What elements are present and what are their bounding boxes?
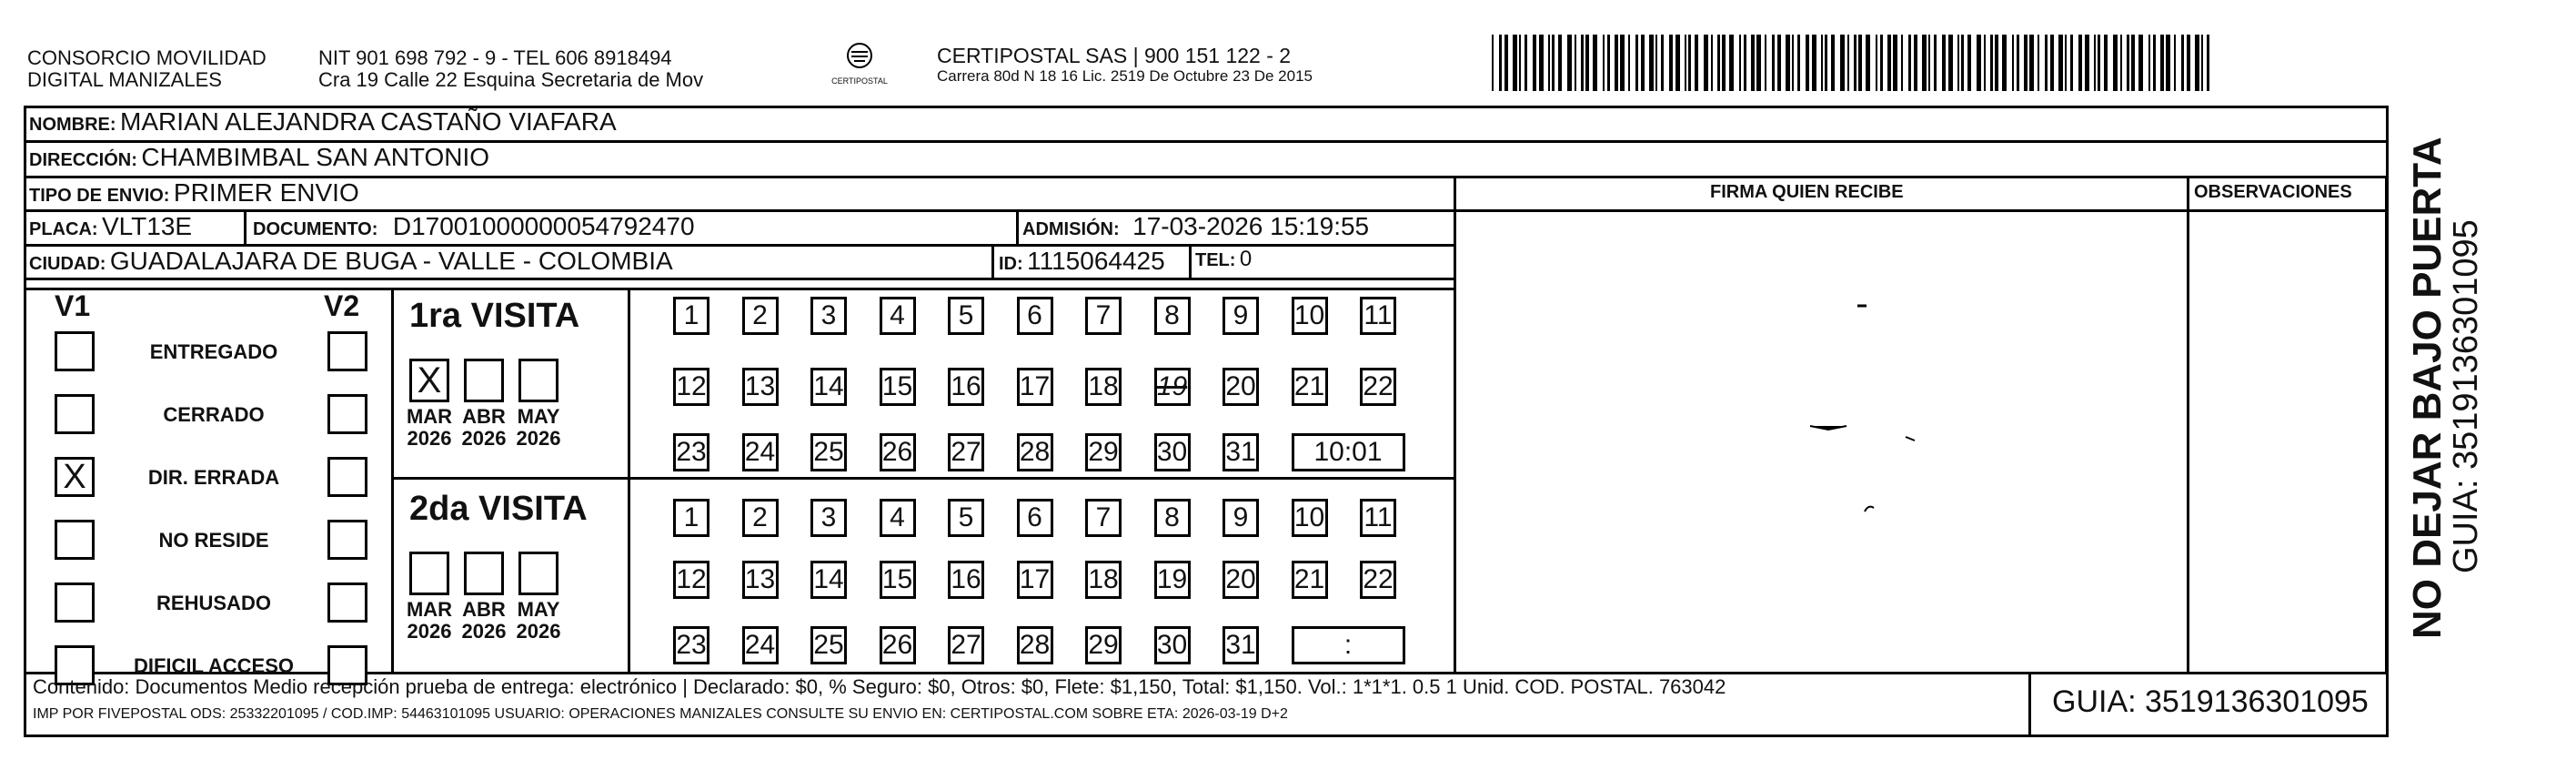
tipo-envio-value: PRIMER ENVIO <box>173 178 359 207</box>
day-box[interactable]: 30 <box>1154 433 1191 471</box>
day-box[interactable]: 17 <box>1017 368 1053 406</box>
barcode-bar <box>1744 35 1746 91</box>
v2-label: V2 <box>324 289 360 322</box>
day-box[interactable]: 9 <box>1223 499 1259 537</box>
barcode-bar <box>2153 35 2156 91</box>
day-box[interactable]: 20 <box>1223 561 1259 599</box>
placa-cell <box>29 212 192 241</box>
day-box[interactable]: 29 <box>1085 433 1122 471</box>
barcode-bar <box>1628 35 1630 91</box>
day-box[interactable]: 12 <box>673 368 709 406</box>
day-box[interactable]: 16 <box>948 368 984 406</box>
barcode-bar <box>1641 35 1645 91</box>
footer-print-line: IMP POR FIVEPOSTAL ODS: 25332201095 / COD.IMP: 54463101095 USUARIO: OPERACIONES MANIZALES CONSULTE SU ENVIO EN: CERTIPOSTAL.COM SOBRE ETA: 2026-03-19 D+2 <box>33 706 1288 722</box>
logo-icon <box>841 41 878 72</box>
barcode-bar <box>2160 35 2164 91</box>
barcode-bar <box>1669 35 1673 91</box>
month-checkbox[interactable] <box>518 359 558 402</box>
barcode-bar <box>1847 35 1849 91</box>
status-option-label: ENTREGADO <box>149 340 278 363</box>
barcode-bar <box>1908 35 1911 91</box>
tel-label: TEL: <box>1195 250 1236 270</box>
day-box[interactable]: 28 <box>1017 433 1053 471</box>
day-box[interactable]: 4 <box>880 499 916 537</box>
barcode-bar <box>1685 35 1686 91</box>
month-label <box>402 406 457 450</box>
day-box[interactable]: 1 <box>673 297 709 335</box>
signature-marks <box>1801 291 1983 528</box>
documento-cell <box>253 212 695 241</box>
barcode-bar <box>1704 35 1708 91</box>
v1-label: V1 <box>55 289 91 322</box>
status-option-label: DIFICIL ACCESO <box>133 654 294 677</box>
company-line-1: CONSORCIO MOVILIDAD <box>27 46 267 69</box>
day-box[interactable]: 21 <box>1292 368 1328 406</box>
day-box[interactable]: 31 <box>1223 433 1259 471</box>
barcode-bar <box>1934 35 1937 91</box>
side-guia: GUIA: 3519136301095 <box>2447 219 2485 573</box>
barcode-bar <box>1675 35 1680 91</box>
month-checkbox[interactable] <box>409 359 449 402</box>
barcode-bar <box>1722 35 1726 91</box>
admision-label: ADMISIÓN: <box>1022 219 1120 239</box>
v2-checkbox[interactable] <box>327 457 367 497</box>
barcode-bar <box>1552 35 1555 91</box>
day-box[interactable]: 12 <box>673 561 709 599</box>
barcode-bar <box>1711 35 1713 91</box>
day-box[interactable]: 16 <box>948 561 984 599</box>
day-box[interactable]: 27 <box>948 433 984 471</box>
ciudad-cell <box>29 247 673 276</box>
day-box[interactable]: 8 <box>1154 499 1191 537</box>
day-box[interactable]: 5 <box>948 297 984 335</box>
barcode-bar <box>2024 35 2028 91</box>
barcode-bar <box>1957 35 1959 91</box>
barcode-bar <box>1558 35 1562 91</box>
barcode-bar <box>1765 35 1766 91</box>
month-checkbox[interactable] <box>464 552 504 595</box>
v1-checkbox[interactable] <box>55 331 95 371</box>
day-box[interactable]: 14 <box>810 561 847 599</box>
barcode-bar <box>1792 35 1794 91</box>
day-box[interactable]: 7 <box>1085 297 1122 335</box>
barcode-bar <box>2166 35 2170 91</box>
no-dejar-bajo-puerta: NO DEJAR BAJO PUERTA <box>2405 137 2450 639</box>
barcode-bar <box>2104 35 2108 91</box>
barcode-bar <box>1729 35 1734 91</box>
day-box[interactable]: 2 <box>742 297 779 335</box>
barcode-bar <box>1786 35 1790 91</box>
day-box[interactable]: 27 <box>948 626 984 664</box>
barcode-bar <box>1901 35 1903 91</box>
ciudad-label: CIUDAD: <box>29 254 106 274</box>
barcode-bar <box>1499 35 1502 91</box>
day-box[interactable]: 18 <box>1085 561 1122 599</box>
v1-checkbox[interactable] <box>55 520 95 560</box>
day-box[interactable]: 8 <box>1154 297 1191 335</box>
barcode-bar <box>2094 35 2096 91</box>
barcode-bar <box>2138 35 2143 91</box>
barcode-bar <box>1887 35 1891 91</box>
day-box[interactable]: 14 <box>810 368 847 406</box>
barcode-bar <box>2017 35 2019 91</box>
day-box[interactable]: 22 <box>1360 561 1396 599</box>
day-box[interactable]: 29 <box>1085 626 1122 664</box>
v2-checkbox[interactable] <box>327 520 367 560</box>
tipo-envio-label: TIPO DE ENVIO: <box>29 186 170 206</box>
barcode-bar <box>1661 35 1664 91</box>
day-box[interactable]: 19 <box>1154 561 1191 599</box>
courier-line-1: CERTIPOSTAL SAS | 900 151 122 - 2 <box>937 44 1292 67</box>
documento-label: DOCUMENTO: <box>253 219 378 239</box>
status-option-label: CERRADO <box>163 403 265 426</box>
barcode-bar <box>2113 35 2118 91</box>
certipostal-logo <box>819 41 901 86</box>
barcode-bar <box>2012 35 2014 91</box>
barcode-bar <box>1492 35 1494 91</box>
barcode-bar <box>1990 35 1993 91</box>
address-line: Cra 19 Calle 22 Esquina Secretaria de Mov <box>318 68 704 91</box>
v2-checkbox[interactable] <box>327 331 367 371</box>
barcode-bar <box>1615 35 1618 91</box>
barcode-bar <box>1840 35 1845 91</box>
barcode-bar <box>2045 35 2048 91</box>
admision-value: 17-03-2026 15:19:55 <box>1132 212 1370 240</box>
day-box[interactable]: 5 <box>948 499 984 537</box>
visit-time-box[interactable]: : <box>1292 626 1405 664</box>
barcode-bar <box>2085 35 2089 91</box>
barcode-bar <box>1961 35 1964 91</box>
barcode-bar <box>1866 35 1870 91</box>
day-box[interactable]: 11 <box>1360 499 1396 537</box>
barcode-bar <box>1880 35 1883 91</box>
month-year: 2026 <box>407 620 452 643</box>
barcode-bar <box>2174 35 2176 91</box>
barcode-bar <box>1751 35 1755 91</box>
courier-line-2: Carrera 80d N 18 16 Lic. 2519 De Octubre 23 De 2015 <box>937 67 1313 85</box>
month-label <box>457 599 511 643</box>
barcode-bar <box>1756 35 1761 91</box>
second-visit-title: 2da VISITA <box>409 490 588 528</box>
day-box[interactable]: 25 <box>810 433 847 471</box>
day-box[interactable]: 28 <box>1017 626 1053 664</box>
day-box[interactable]: 15 <box>880 561 916 599</box>
first-visit-title: 1ra VISITA <box>409 297 580 335</box>
barcode-bar <box>2181 35 2184 91</box>
status-option-label: REHUSADO <box>156 592 271 614</box>
barcode-bar <box>1533 35 1536 91</box>
barcode-bar <box>2127 35 2129 91</box>
day-box[interactable]: 26 <box>880 626 916 664</box>
barcode-bar <box>1635 35 1638 91</box>
nombre-value: MARIAN ALEJANDRA CASTAÑO VIAFARA <box>120 107 617 136</box>
documento-value: D17001000000054792470 <box>392 212 695 240</box>
barcode <box>1492 35 2219 91</box>
day-box[interactable]: 31 <box>1223 626 1259 664</box>
month-name: MAY <box>517 598 560 621</box>
footer-content-line: Contenido: Documentos Medio recepción prueba de entrega: electrónico | Declarado: $0, % Seguro: $0, Otros: $0, Flete: $1,150, Total: $1,150. Vol.: 1*1*1. 0.5 1 Unid. COD. POSTAL. 763042 <box>33 675 1726 698</box>
barcode-bar <box>1649 35 1654 91</box>
barcode-bar <box>1854 35 1857 91</box>
form-frame <box>24 106 2389 737</box>
month-name: ABR <box>462 598 506 621</box>
logo-text: CERTIPOSTAL <box>831 76 888 86</box>
day-box[interactable]: 4 <box>880 297 916 335</box>
company-line-2: DIGITAL MANIZALES <box>27 68 222 91</box>
check-mark: X <box>63 458 86 496</box>
barcode-bar <box>2098 35 2100 91</box>
barcode-bar <box>2002 35 2007 91</box>
day-box[interactable]: 24 <box>742 626 779 664</box>
check-mark: X <box>417 360 442 400</box>
day-box[interactable]: 25 <box>810 626 847 664</box>
month-name: MAY <box>517 405 560 428</box>
barcode-bar <box>1806 35 1809 91</box>
barcode-bar <box>2058 35 2063 91</box>
ciudad-value: GUADALAJARA DE BUGA - VALLE - COLOMBIA <box>109 247 673 275</box>
firma-header <box>1710 182 1904 203</box>
month-checkbox[interactable] <box>409 552 449 595</box>
barcode-bar <box>1821 35 1823 91</box>
nit-line: NIT 901 698 792 - 9 - TEL 606 8918494 <box>318 46 672 69</box>
barcode-bar <box>1513 35 1517 91</box>
barcode-bar <box>2070 35 2073 91</box>
v1-checkbox[interactable] <box>55 583 95 623</box>
month-name: MAR <box>406 598 453 621</box>
day-box[interactable]: 13 <box>742 561 779 599</box>
barcode-bar <box>1603 35 1605 91</box>
day-box[interactable]: 13 <box>742 368 779 406</box>
v1-checkbox[interactable] <box>55 457 95 497</box>
month-label <box>457 406 511 450</box>
firma-label: FIRMA QUIEN RECIBE <box>1710 182 1904 202</box>
direccion-value: CHAMBIMBAL SAN ANTONIO <box>141 143 490 171</box>
barcode-bar <box>1519 35 1521 91</box>
month-name: MAR <box>406 405 453 428</box>
month-year: 2026 <box>407 427 452 450</box>
tipo-envio-row <box>29 178 359 208</box>
day-box[interactable]: 23 <box>673 433 709 471</box>
day-box[interactable]: 6 <box>1017 297 1053 335</box>
month-label <box>402 599 457 643</box>
nombre-row <box>29 107 617 137</box>
month-year: 2026 <box>461 620 507 643</box>
day-box[interactable]: 18 <box>1085 368 1122 406</box>
status-option-label: DIR. ERRADA <box>147 466 280 489</box>
barcode-bar <box>2078 35 2082 91</box>
day-box[interactable]: 24 <box>742 433 779 471</box>
v2-checkbox[interactable] <box>327 583 367 623</box>
barcode-bar <box>1777 35 1781 91</box>
barcode-bar <box>1739 35 1741 91</box>
barcode-bar <box>1581 35 1584 91</box>
month-year: 2026 <box>516 427 561 450</box>
month-name: ABR <box>462 405 506 428</box>
barcode-bar <box>1825 35 1827 91</box>
id-cell <box>999 247 1165 276</box>
barcode-bar <box>2065 35 2067 91</box>
company-contact <box>318 47 703 91</box>
direccion-row <box>29 143 489 172</box>
barcode-bar <box>1876 35 1877 91</box>
day-box[interactable]: 21 <box>1292 561 1328 599</box>
barcode-bar <box>2131 35 2135 91</box>
day-box[interactable]: 1 <box>673 499 709 537</box>
barcode-bar <box>1504 35 1508 91</box>
footer-guia: GUIA: 3519136301095 <box>2052 684 2369 719</box>
v2-checkbox[interactable] <box>327 394 367 434</box>
barcode-bar <box>1607 35 1610 91</box>
month-year: 2026 <box>516 620 561 643</box>
barcode-bar <box>1695 35 1698 91</box>
barcode-bar <box>1548 35 1550 91</box>
nombre-label: NOMBRE: <box>29 115 116 135</box>
barcode-bar <box>1539 35 1544 91</box>
barcode-bar <box>1620 35 1625 91</box>
v1-checkbox[interactable] <box>55 394 95 434</box>
barcode-bar <box>2201 35 2203 91</box>
barcode-bar <box>2120 35 2122 91</box>
barcode-bar <box>1567 35 1572 91</box>
barcode-bar <box>1831 35 1835 91</box>
day-box[interactable]: 2 <box>742 499 779 537</box>
month-label <box>511 406 566 450</box>
barcode-bar <box>1948 35 1953 91</box>
barcode-bar <box>1977 35 1981 91</box>
month-checkbox[interactable] <box>464 359 504 402</box>
placa-label: PLACA: <box>29 219 98 239</box>
visit-time-box[interactable]: 10:01 <box>1292 433 1405 471</box>
barcode-bar <box>1593 35 1597 91</box>
courier-info <box>937 44 1313 86</box>
id-value: 1115064425 <box>1027 247 1165 275</box>
barcode-bar <box>1942 35 1946 91</box>
barcode-bar <box>1995 35 1998 91</box>
barcode-bar <box>1797 35 1800 91</box>
barcode-bar <box>2207 35 2209 91</box>
tel-value: 0 <box>1239 247 1253 271</box>
placa-value: VLT13E <box>102 212 193 240</box>
day-box[interactable]: 10 <box>1292 499 1328 537</box>
barcode-bar <box>1914 35 1917 91</box>
day-box[interactable]: 6 <box>1017 499 1053 537</box>
day-box[interactable]: 30 <box>1154 626 1191 664</box>
barcode-bar <box>2050 35 2054 91</box>
barcode-bar <box>1688 35 1691 91</box>
status-option-label: NO RESIDE <box>158 529 269 552</box>
barcode-bar <box>1772 35 1775 91</box>
id-label: ID: <box>999 254 1023 274</box>
barcode-bar <box>1928 35 1930 91</box>
barcode-bar <box>1922 35 1927 91</box>
company-name <box>27 47 267 91</box>
barcode-bar <box>2187 35 2190 91</box>
month-label <box>511 599 566 643</box>
day-box[interactable]: 10 <box>1292 297 1328 335</box>
direccion-label: DIRECCIÓN: <box>29 150 137 170</box>
day-box[interactable]: 20 <box>1223 368 1259 406</box>
barcode-bar <box>1812 35 1816 91</box>
day-box[interactable]: 9 <box>1223 297 1259 335</box>
day-box[interactable]: 22 <box>1360 368 1396 406</box>
barcode-bar <box>1575 35 1576 91</box>
day-box[interactable]: 19 <box>1154 368 1191 406</box>
barcode-bar <box>2148 35 2150 91</box>
barcode-bar <box>1585 35 1589 91</box>
barcode-bar <box>1893 35 1897 91</box>
barcode-bar <box>2195 35 2199 91</box>
barcode-bar <box>2038 35 2039 91</box>
barcode-bar <box>1717 35 1720 91</box>
month-checkbox[interactable] <box>518 552 558 595</box>
barcode-bar <box>1967 35 1971 91</box>
barcode-bar <box>2029 35 2034 91</box>
day-box[interactable]: 15 <box>880 368 916 406</box>
barcode-bar <box>1655 35 1657 91</box>
tel-cell <box>1195 247 1252 272</box>
day-box[interactable]: 17 <box>1017 561 1053 599</box>
day-box[interactable]: 11 <box>1360 297 1396 335</box>
month-year: 2026 <box>461 427 507 450</box>
day-box[interactable]: 3 <box>810 297 847 335</box>
day-box[interactable]: 23 <box>673 626 709 664</box>
admision-cell <box>1022 212 1369 241</box>
observaciones-label: OBSERVACIONES <box>2194 182 2352 202</box>
day-box[interactable]: 26 <box>880 433 916 471</box>
day-box[interactable]: 7 <box>1085 499 1122 537</box>
day-box[interactable]: 3 <box>810 499 847 537</box>
barcode-bar <box>1524 35 1527 91</box>
observaciones-header <box>2194 182 2352 203</box>
barcode-bar <box>1984 35 1986 91</box>
barcode-bar <box>1858 35 1862 91</box>
